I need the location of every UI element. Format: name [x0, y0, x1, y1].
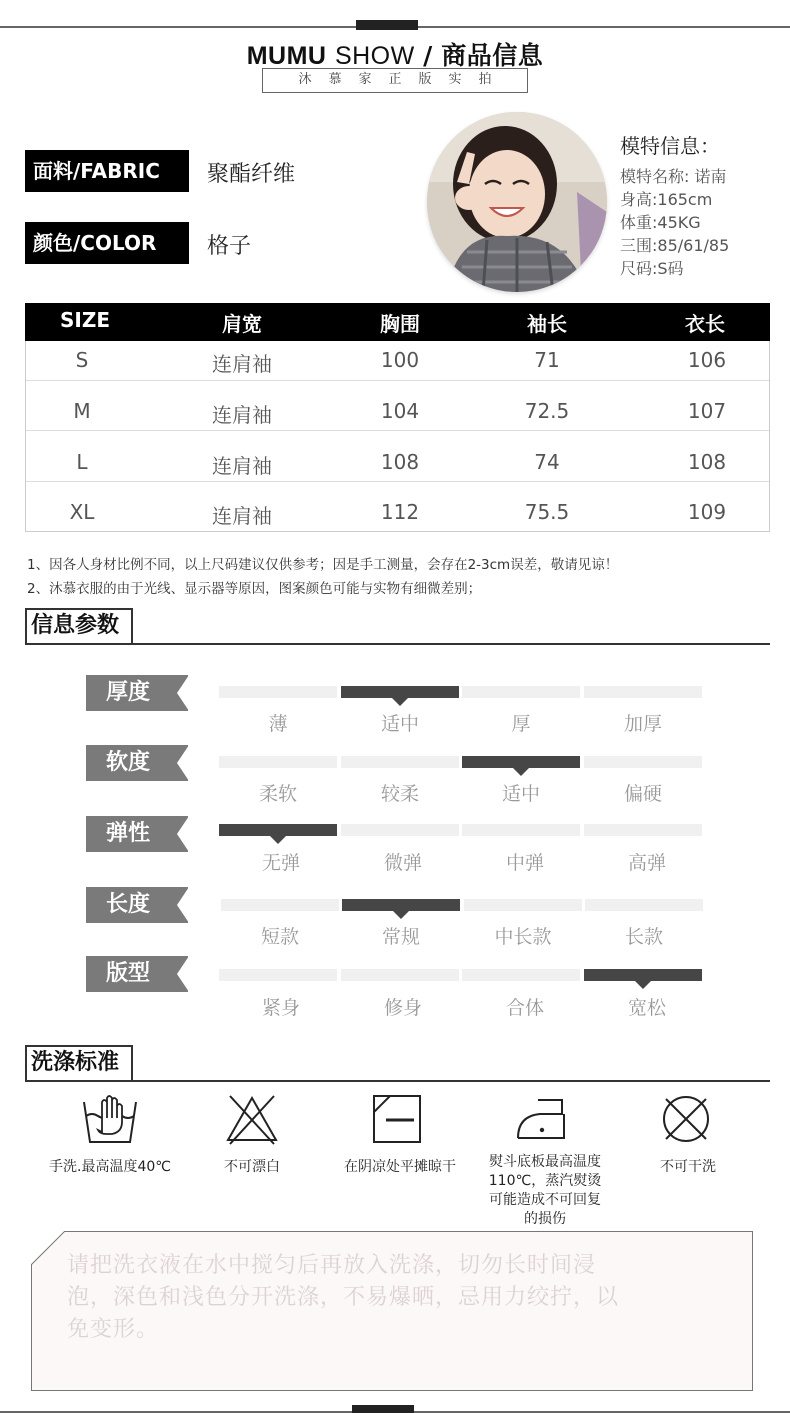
length-seg-1 — [221, 899, 339, 911]
info-section-divider — [25, 643, 770, 645]
row-divider — [26, 430, 769, 431]
table-cell: 106 — [687, 348, 727, 372]
model-measurements: 三围:85/61/85 — [620, 236, 730, 255]
thickness-seg-2-selected — [341, 686, 459, 698]
table-cell: 75.5 — [524, 500, 570, 524]
model-weight: 体重:45KG — [620, 213, 701, 232]
no-dry-clean-label: 不可干洗 — [660, 1159, 716, 1175]
softness-option: 适中 — [501, 783, 540, 805]
shoulder-col-header: 肩宽 — [222, 312, 262, 336]
table-cell: 112 — [380, 500, 420, 524]
length-seg-3 — [464, 899, 582, 911]
model-size: 尺码:S码 — [620, 259, 684, 278]
table-cell: XL — [69, 500, 95, 524]
fit-option: 宽松 — [627, 997, 666, 1019]
iron-low-icon — [512, 1092, 572, 1148]
attr-length-tag: 长度 — [86, 887, 188, 923]
table-cell: M — [73, 399, 91, 423]
fit-seg-3 — [462, 969, 580, 981]
length-option: 中长款 — [494, 926, 552, 948]
table-cell: 109 — [687, 500, 727, 524]
dry-flat-shade-icon — [368, 1092, 428, 1148]
length-seg-2-selected — [342, 899, 460, 911]
length-seg-4 — [585, 899, 703, 911]
softness-seg-1 — [219, 756, 337, 768]
length-col-header: 衣长 — [685, 312, 725, 336]
elasticity-option: 中弹 — [505, 852, 544, 874]
chest-col-header: 胸围 — [380, 312, 420, 336]
brand-bold: MUMU — [246, 42, 327, 70]
length-option: 常规 — [381, 926, 420, 948]
size-note-1: 1、因各人身材比例不同，以上尺码建议仅供参考；因是手工测量，会存在2-3cm误差，敬请见谅！ — [27, 557, 619, 573]
table-cell: 72.5 — [524, 399, 570, 423]
model-photo-illustration — [427, 112, 607, 292]
brand-separator: / — [423, 41, 433, 70]
elasticity-option: 无弹 — [261, 852, 300, 874]
fit-seg-1 — [219, 969, 337, 981]
elasticity-seg-1-selected — [219, 824, 337, 836]
fit-option: 修身 — [383, 997, 422, 1019]
section-right-border — [131, 608, 133, 644]
no-dry-clean-icon — [656, 1092, 716, 1148]
model-avatar — [427, 112, 607, 292]
elasticity-option: 微弹 — [383, 852, 422, 874]
header-accent-bar — [356, 20, 418, 30]
length-option: 长款 — [624, 926, 663, 948]
elasticity-seg-2 — [341, 824, 459, 836]
size-col-header: SIZE — [59, 308, 110, 332]
fabric-label: 面料/FABRIC — [25, 150, 189, 192]
hand-wash-label: 手洗.最高温度40℃ — [49, 1159, 171, 1175]
iron-low-label: 熨斗底板最高温度110℃，蒸汽熨烫可能造成不可回复的损伤 — [488, 1154, 602, 1227]
table-cell: 108 — [687, 450, 727, 474]
table-cell: 74 — [534, 450, 560, 474]
fit-seg-4-selected — [584, 969, 702, 981]
info-section-title: 信息参数 — [25, 610, 123, 644]
table-cell: 连肩袖 — [212, 454, 272, 478]
softness-option: 较柔 — [380, 783, 419, 805]
thickness-option: 厚 — [511, 713, 531, 735]
footer-accent-bar — [352, 1405, 414, 1413]
table-cell: 107 — [687, 399, 727, 423]
hand-wash-icon — [80, 1092, 140, 1148]
table-cell: 71 — [534, 348, 560, 372]
wash-section-title: 洗涤标准 — [25, 1047, 123, 1081]
table-cell: 连肩袖 — [212, 403, 272, 427]
table-cell: L — [76, 450, 88, 474]
fit-seg-2 — [341, 969, 459, 981]
table-cell: 连肩袖 — [212, 352, 272, 376]
attr-elasticity-tag: 弹性 — [86, 816, 188, 852]
thickness-option: 薄 — [268, 713, 288, 735]
length-option: 短款 — [260, 926, 299, 948]
thickness-seg-4 — [584, 686, 702, 698]
table-cell: S — [75, 348, 89, 372]
row-divider — [26, 380, 769, 381]
thickness-option: 加厚 — [623, 713, 662, 735]
softness-seg-2 — [341, 756, 459, 768]
color-value: 格子 — [207, 234, 252, 259]
fabric-value: 聚酯纤维 — [207, 162, 296, 187]
table-cell: 100 — [380, 348, 420, 372]
attr-softness-tag: 软度 — [86, 745, 188, 781]
table-cell: 108 — [380, 450, 420, 474]
attr-thickness-tag: 厚度 — [86, 675, 188, 711]
no-bleach-icon — [222, 1092, 282, 1148]
softness-seg-3-selected — [462, 756, 580, 768]
elasticity-option: 高弹 — [627, 852, 666, 874]
model-name: 模特名称: 诺南 — [620, 167, 727, 186]
softness-option: 偏硬 — [623, 783, 662, 805]
no-bleach-label: 不可漂白 — [224, 1159, 280, 1175]
wash-section-divider — [25, 1080, 770, 1082]
thickness-option: 适中 — [380, 713, 419, 735]
page-title — [0, 36, 790, 72]
table-cell: 104 — [380, 399, 420, 423]
attr-fit-tag: 版型 — [86, 956, 188, 992]
thickness-seg-3 — [462, 686, 580, 698]
brand-light: SHOW — [334, 42, 415, 70]
softness-option: 柔软 — [258, 783, 297, 805]
care-note-corner-line — [31, 1231, 67, 1267]
size-note-2: 2、沐慕衣服的由于光线、显示器等原因，图案颜色可能与实物有细微差别； — [27, 581, 482, 597]
model-height: 身高:165cm — [620, 190, 713, 209]
sleeve-col-header: 袖长 — [527, 312, 567, 336]
table-cell: 连肩袖 — [212, 504, 272, 528]
softness-seg-4 — [584, 756, 702, 768]
fit-option: 紧身 — [261, 997, 300, 1019]
elasticity-seg-3 — [462, 824, 580, 836]
subtitle: 沐慕家正版实拍 — [262, 68, 528, 93]
thickness-seg-1 — [219, 686, 337, 698]
care-note-text: 请把洗衣液在水中搅匀后再放入洗涤，切勿长时间浸泡，深色和浅色分开洗涤，不易爆晒，忌用力绞拧，以免变形。 — [67, 1253, 620, 1342]
model-info-title: 模特信息： — [620, 134, 720, 158]
color-label: 颜色/COLOR — [25, 222, 189, 264]
fit-option: 合体 — [505, 997, 544, 1019]
section-right-border — [131, 1045, 133, 1081]
dry-flat-shade-label: 在阴凉处平摊晾干 — [344, 1159, 456, 1175]
elasticity-seg-4 — [584, 824, 702, 836]
row-divider — [26, 481, 769, 482]
brand-cn: 商品信息 — [441, 41, 544, 70]
